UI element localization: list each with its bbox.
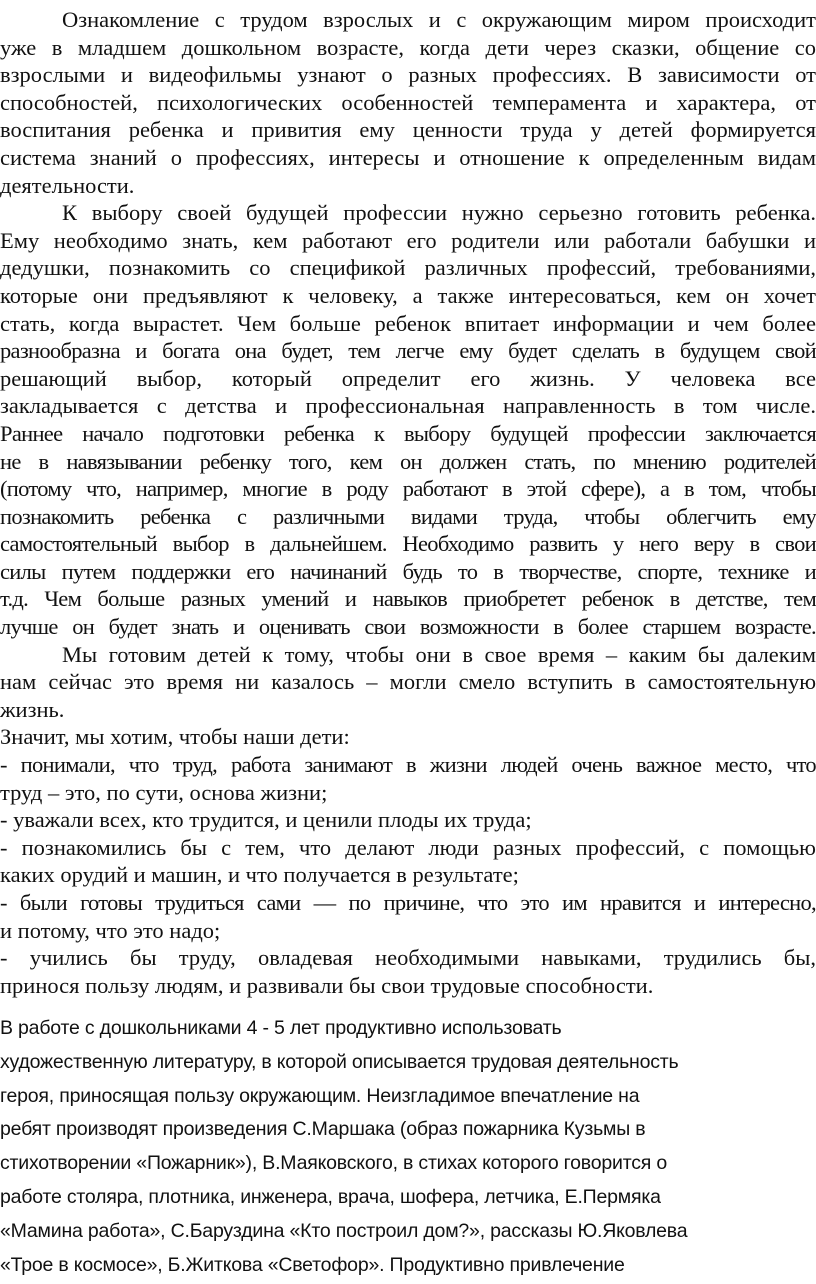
text-line: (потому что, например, многие в роду работают в этой сфере), а в том, чтобы bbox=[0, 476, 816, 502]
text-line: Раннее начало подготовки ребенка к выбору будущей профессии заключается bbox=[0, 420, 816, 446]
text-line: дедушки, познакомить со спецификой различных профессий, требованиями, bbox=[0, 255, 816, 281]
text-line: каких орудий и машин, и что получается в результате; bbox=[0, 862, 519, 888]
text-line: - понимали, что труд, работа занимают в жизни людей очень важное место, что bbox=[0, 752, 816, 778]
text-line: Ему необходимо знать, кем работают его родители или работали бабушки и bbox=[0, 227, 816, 253]
text-line: силы путем поддержки его начинаний будь то в творчестве, спорте, технике и bbox=[0, 558, 816, 584]
text-line: познакомить ребенка с различными видами труда, чтобы облегчить ему bbox=[0, 503, 816, 529]
text-line: деятельности. bbox=[0, 172, 135, 198]
text-line: героя, приносящая пользу окружающим. Неизгладимое впечатление на bbox=[0, 1084, 640, 1107]
text-line: - были готовы трудиться сами — по причине, что это им нравится и интересно, bbox=[0, 890, 816, 915]
text-line: т.д. Чем больше разных умений и навыков приобретет ребенок в детстве, тем bbox=[0, 586, 816, 612]
text-line: система знаний о профессиях, интересы и отношение к определенным видам bbox=[0, 144, 816, 170]
text-line: Значит, мы хотим, чтобы наши дети: bbox=[0, 724, 350, 750]
text-line: ребят производят произведения С.Маршака (образ пожарника Кузьмы в bbox=[0, 1118, 646, 1141]
text-line: решающий выбор, который определит его жизнь. У человека все bbox=[0, 365, 816, 391]
text-line: принося пользу людям, и развивали бы свои трудовые способности. bbox=[0, 972, 654, 998]
text-line: труд – это, по сути, основа жизни; bbox=[0, 779, 328, 805]
text-line: уже в младшем дошкольном возрасте, когда дети через сказки, общение со bbox=[0, 34, 816, 60]
text-line: жизнь. bbox=[0, 696, 65, 722]
text-line: Ознакомление с трудом взрослых и с окружающим миром происходит bbox=[62, 7, 816, 32]
text-line: воспитания ребенка и привития ему ценности труда у детей формируется bbox=[0, 117, 816, 143]
text-line: не в навязывании ребенку того, кем он должен стать, по мнению родителей bbox=[0, 448, 816, 474]
text-line: нам сейчас это время ни казалось – могли смело вступить в самостоятельную bbox=[0, 669, 816, 695]
text-line: закладывается с детства и профессиональная направленность в том числе. bbox=[0, 393, 816, 419]
text-line: и потому, что это надо; bbox=[0, 917, 221, 943]
text-line: К выбору своей будущей профессии нужно серьезно готовить ребенка. bbox=[62, 200, 816, 226]
text-line: - познакомились бы с тем, что делают люди разных профессий, с помощью bbox=[0, 834, 816, 860]
text-line: стать, когда вырастет. Чем больше ребенок впитает информации и чем более bbox=[0, 310, 816, 336]
text-line: способностей, психологических особенностей темперамента и характера, от bbox=[0, 89, 816, 115]
text-line: - уважали всех, кто трудится, и ценили плоды их труда; bbox=[0, 807, 532, 833]
text-line: Мы готовим детей к тому, чтобы они в свое время – каким бы далеким bbox=[62, 641, 816, 667]
text-line: разнообразна и богата она будет, тем легче ему будет сделать в будущем свой bbox=[0, 338, 816, 364]
text-line: стихотворении «Пожарник»), В.Маяковского, в стихах которого говорится о bbox=[0, 1152, 668, 1175]
text-line: самостоятельный выбор в дальнейшем. Необходимо развить у него веру в свои bbox=[0, 531, 816, 557]
text-line: - учились бы труду, овладевая необходимыми навыками, трудились бы, bbox=[0, 945, 816, 971]
text-line: В работе с дошкольниками 4 - 5 лет продуктивно использовать bbox=[0, 1017, 562, 1039]
text-line: работе столяра, плотника, инженера, врача, шофера, летчика, Е.Пермяка bbox=[0, 1185, 661, 1208]
text-line: «Трое в космосе», Б.Житкова «Светофор». Продуктивно привлечение bbox=[0, 1253, 625, 1276]
text-line: которые они предъявляют к человеку, а также интересоваться, кем он хочет bbox=[0, 282, 816, 308]
text-line: художественную литературу, в которой описывается трудовая деятельность bbox=[0, 1050, 679, 1073]
document-body-serif bbox=[0, 6, 816, 999]
document-body-sans bbox=[0, 1012, 816, 1282]
text-line: взрослыми и видеофильмы узнают о разных профессиях. В зависимости от bbox=[0, 62, 816, 88]
text-line: лучше он будет знать и оценивать свои возможности в более старшем возрасте. bbox=[0, 614, 816, 640]
text-line: «Мамина работа», С.Баруздина «Кто построил дом?», рассказы Ю.Яковлева bbox=[0, 1219, 688, 1242]
